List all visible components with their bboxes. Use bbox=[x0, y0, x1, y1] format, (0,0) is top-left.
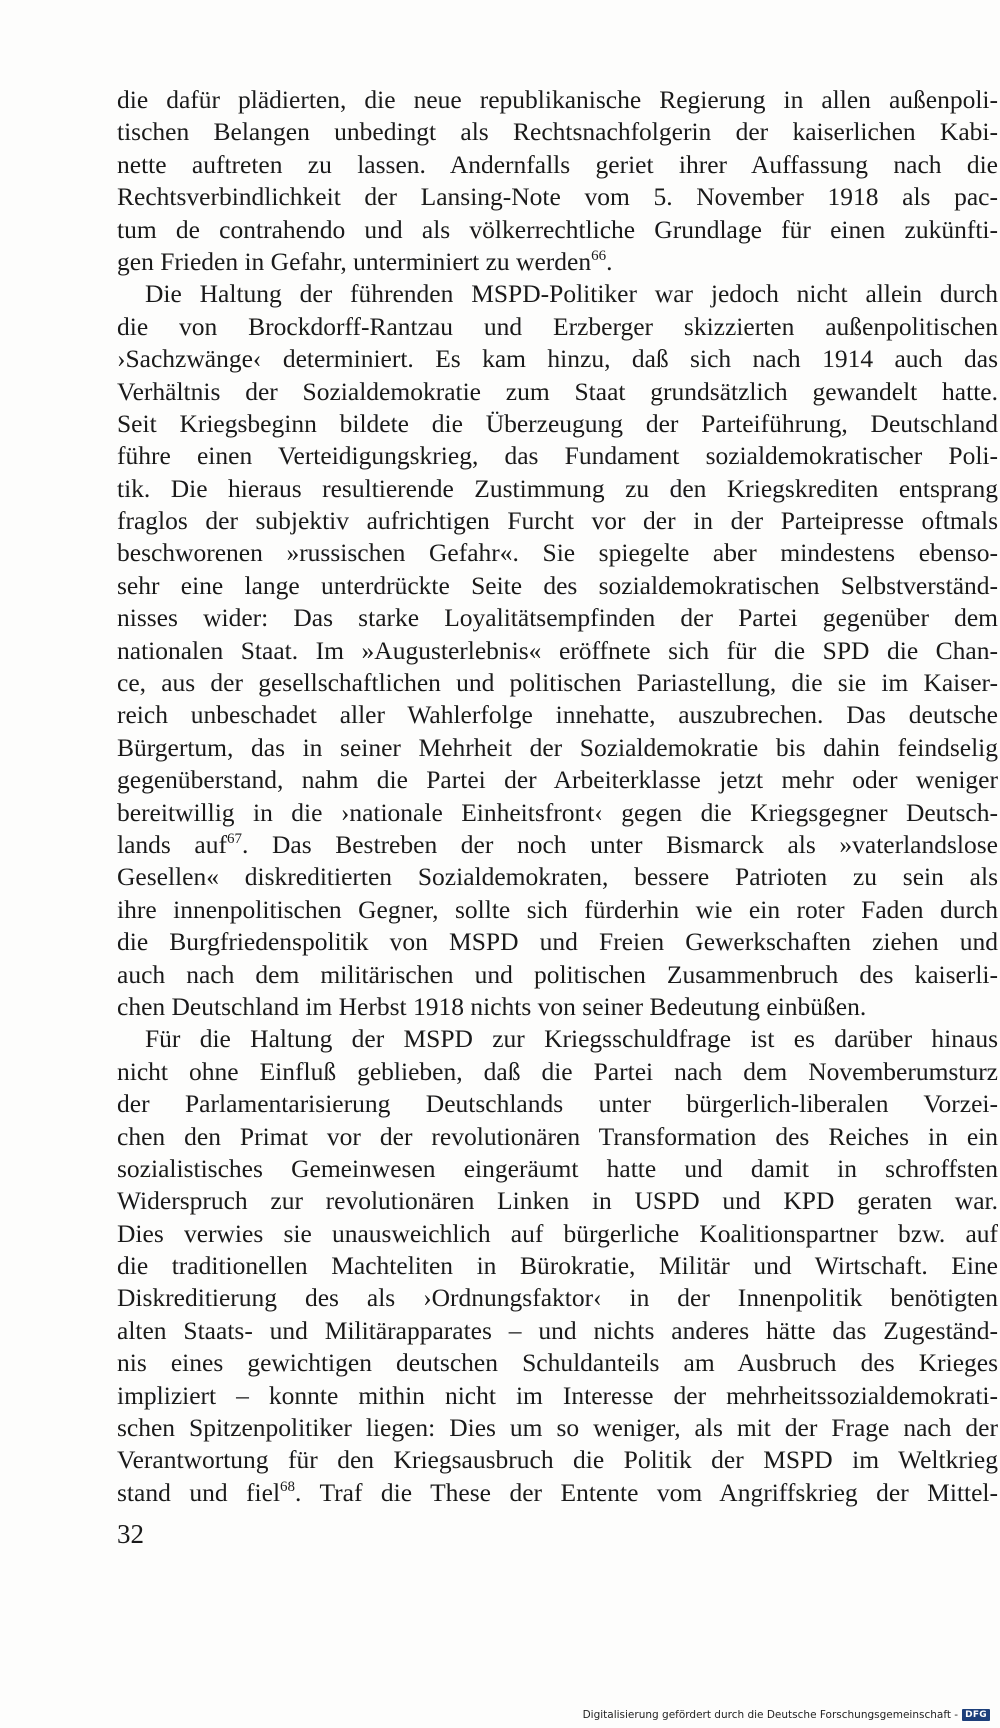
line-text: die dafür plädierten, die neue republikanische Regierung in allen außenpoli- bbox=[117, 85, 998, 114]
line-text-continued: . Traf die These der Entente vom Angriffskrieg der Mittel- bbox=[295, 1477, 998, 1507]
text-line bbox=[117, 1347, 998, 1379]
line-text: beschworenen »russischen Gefahr«. Sie spiegelte aber mindestens ebenso- bbox=[117, 538, 998, 568]
line-text: die traditionellen Machteliten in Bürokratie, Militär und Wirtschaft. Eine bbox=[117, 1251, 998, 1281]
text-line bbox=[117, 1056, 998, 1088]
footnote-marker: 67 bbox=[227, 830, 242, 847]
text-line bbox=[117, 1185, 998, 1217]
line-text: die von Brockdorff-Rantzau und Erzberger skizzierten außenpolitischen bbox=[117, 311, 998, 341]
text-line bbox=[117, 1121, 998, 1153]
text-line bbox=[117, 343, 998, 375]
line-text: gegenüberstand, nahm die Partei der Arbeiterklasse jetzt mehr oder weniger bbox=[117, 765, 998, 795]
line-text: ›Sachzwänge‹ determiniert. Es kam hinzu, daß sich nach 1914 auch das bbox=[117, 344, 998, 374]
line-text: ihre innenpolitischen Gegner, sollte sich fürderhin wie ein roter Faden durch bbox=[117, 894, 998, 924]
text-line bbox=[117, 732, 998, 764]
footnote-marker: 66 bbox=[591, 247, 607, 264]
line-text: schen Spitzenpolitiker liegen: Dies um so weniger, als mit der Frage nach der bbox=[117, 1413, 998, 1443]
text-line bbox=[117, 278, 998, 310]
line-text: bereitwillig in die ›nationale Einheitsfront‹ gegen die Kriegsgegner Deutsch- bbox=[117, 797, 998, 827]
text-line bbox=[117, 214, 998, 246]
text-line bbox=[117, 376, 998, 408]
text-line bbox=[117, 797, 998, 829]
line-text: sehr eine lange unterdrückte Seite des sozialdemokratischen Selbstverständ- bbox=[117, 570, 998, 600]
line-text: fraglos der subjektiv aufrichtigen Furcht vor der in der Parteipresse oftmals bbox=[117, 506, 998, 536]
line-text: gen Frieden in Gefahr, unterminiert zu werden bbox=[117, 246, 592, 276]
text-line bbox=[117, 959, 998, 991]
text-line bbox=[117, 764, 998, 796]
line-text: stand und fiel bbox=[117, 1477, 281, 1507]
line-text: reich unbeschadet aller Wahlerfolge innehatte, auszubrechen. Das deutsche bbox=[117, 700, 998, 730]
line-text: chen den Primat vor der revolutionären Transformation des Reiches in ein bbox=[117, 1121, 998, 1151]
text-line bbox=[117, 1380, 998, 1412]
text-line bbox=[117, 1023, 998, 1055]
line-text: alten Staats- und Militärapparates – und nichts anderes hätte das Zugeständ- bbox=[117, 1315, 998, 1345]
line-text: tum de contrahendo und als völkerrechtliche Grundlage für einen zukünfti- bbox=[117, 214, 998, 244]
line-text: tischen Belangen unbedingt als Rechtsnachfolgerin der kaiserlichen Kabi- bbox=[117, 117, 998, 147]
line-text: Gesellen« diskreditierten Sozialdemokraten, bessere Patrioten zu sein als bbox=[117, 862, 998, 892]
body-text bbox=[117, 84, 998, 1509]
line-text: Verhältnis der Sozialdemokratie zum Staat grundsätzlich gewandelt hatte. bbox=[117, 376, 998, 406]
line-text: der Parlamentarisierung Deutschlands unter bürgerlich-liberalen Vorzei- bbox=[117, 1089, 998, 1119]
text-line bbox=[117, 602, 998, 634]
line-text: nis eines gewichtigen deutschen Schuldanteils am Ausbruch des Krieges bbox=[117, 1348, 998, 1378]
page-number: 32 bbox=[117, 1519, 144, 1549]
text-line bbox=[117, 1218, 998, 1250]
line-text-continued: . bbox=[606, 246, 613, 276]
text-line bbox=[117, 699, 998, 731]
line-text: auch nach dem militärischen und politischen Zusammenbruch des kaiserli- bbox=[117, 959, 998, 989]
line-text: Bürgertum, das in seiner Mehrheit der Sozialdemokratie bis dahin feindselig bbox=[117, 732, 998, 762]
text-line bbox=[117, 926, 998, 958]
text-line bbox=[117, 1412, 998, 1444]
line-text: tik. Die hieraus resultierende Zustimmung zu den Kriegskrediten entsprang bbox=[117, 473, 998, 503]
line-text: die Burgfriedenspolitik von MSPD und Freien Gewerkschaften ziehen und bbox=[117, 927, 998, 957]
text-line bbox=[117, 1088, 998, 1120]
line-text: nationalen Staat. Im »Augusterlebnis« eröffnete sich für die SPD die Chan- bbox=[117, 635, 998, 665]
text-line bbox=[117, 505, 998, 537]
line-text: lands auf bbox=[117, 829, 227, 859]
line-text: impliziert – konnte mithin nicht im Interesse der mehrheitssozialdemokrati- bbox=[117, 1380, 998, 1410]
text-line bbox=[117, 1477, 998, 1509]
text-line bbox=[117, 116, 998, 148]
text-line bbox=[117, 149, 998, 181]
text-line bbox=[117, 473, 998, 505]
text-line bbox=[117, 1250, 998, 1282]
line-text: nette auftreten zu lassen. Andernfalls geriet ihrer Auffassung nach die bbox=[117, 149, 998, 179]
text-line bbox=[117, 894, 998, 926]
digitization-footer bbox=[583, 1706, 990, 1724]
line-text: nicht ohne Einfluß geblieben, daß die Partei nach dem Novemberumsturz bbox=[117, 1056, 998, 1086]
line-text: ce, aus der gesellschaftlichen und politischen Pariastellung, die sie im Kaiser- bbox=[117, 668, 998, 698]
text-line bbox=[117, 84, 998, 116]
text-line bbox=[117, 246, 998, 278]
line-text: Diskreditierung des als ›Ordnungsfaktor‹ in der Innenpolitik benötigten bbox=[117, 1283, 998, 1313]
line-text: Widerspruch zur revolutionären Linken in USPD und KPD geraten war. bbox=[117, 1186, 998, 1216]
text-line bbox=[117, 991, 998, 1023]
text-line bbox=[117, 440, 998, 472]
text-line bbox=[117, 311, 998, 343]
line-text: Rechtsverbindlichkeit der Lansing-Note vom 5. November 1918 als pac- bbox=[117, 182, 998, 212]
text-line bbox=[117, 1153, 998, 1185]
text-line bbox=[117, 537, 998, 569]
line-text: Dies verwies sie unausweichlich auf bürgerliche Koalitionspartner bzw. auf bbox=[117, 1218, 998, 1248]
line-text: sozialistisches Gemeinwesen eingeräumt hatte und damit in schroffsten bbox=[117, 1153, 998, 1183]
text-line bbox=[117, 667, 998, 699]
dfg-logo: DFG bbox=[962, 1709, 990, 1721]
text-line bbox=[117, 1444, 998, 1476]
line-text: führe einen Verteidigungskrieg, das Fundament sozialdemokratischer Poli- bbox=[117, 441, 998, 471]
line-text: Für die Haltung der MSPD zur Kriegsschuldfrage ist es darüber hinaus bbox=[145, 1024, 998, 1054]
text-line bbox=[117, 570, 998, 602]
line-text: chen Deutschland im Herbst 1918 nichts von seiner Bedeutung einbüßen. bbox=[117, 991, 867, 1021]
line-text: Verantwortung für den Kriegsausbruch die Politik der MSPD im Weltkrieg bbox=[117, 1445, 998, 1475]
text-line bbox=[117, 635, 998, 667]
footer-credit: Digitalisierung gefördert durch die Deutsche Forschungsgemeinschaft - bbox=[582, 1709, 959, 1721]
text-line bbox=[117, 861, 998, 893]
line-text-continued: . Das Bestreben der noch unter Bismarck als »vaterlandslose bbox=[242, 829, 998, 859]
text-line bbox=[117, 408, 998, 440]
line-text: Die Haltung der führenden MSPD-Politiker war jedoch nicht allein durch bbox=[145, 279, 998, 309]
text-line bbox=[117, 1282, 998, 1314]
text-line bbox=[117, 829, 998, 861]
line-text: nisses wider: Das starke Loyalitätsempfinden der Partei gegenüber dem bbox=[117, 603, 998, 633]
text-line bbox=[117, 1315, 998, 1347]
line-text: Seit Kriegsbeginn bildete die Überzeugung der Parteiführung, Deutschland bbox=[117, 408, 998, 438]
text-line bbox=[117, 181, 998, 213]
footnote-marker: 68 bbox=[280, 1478, 296, 1495]
